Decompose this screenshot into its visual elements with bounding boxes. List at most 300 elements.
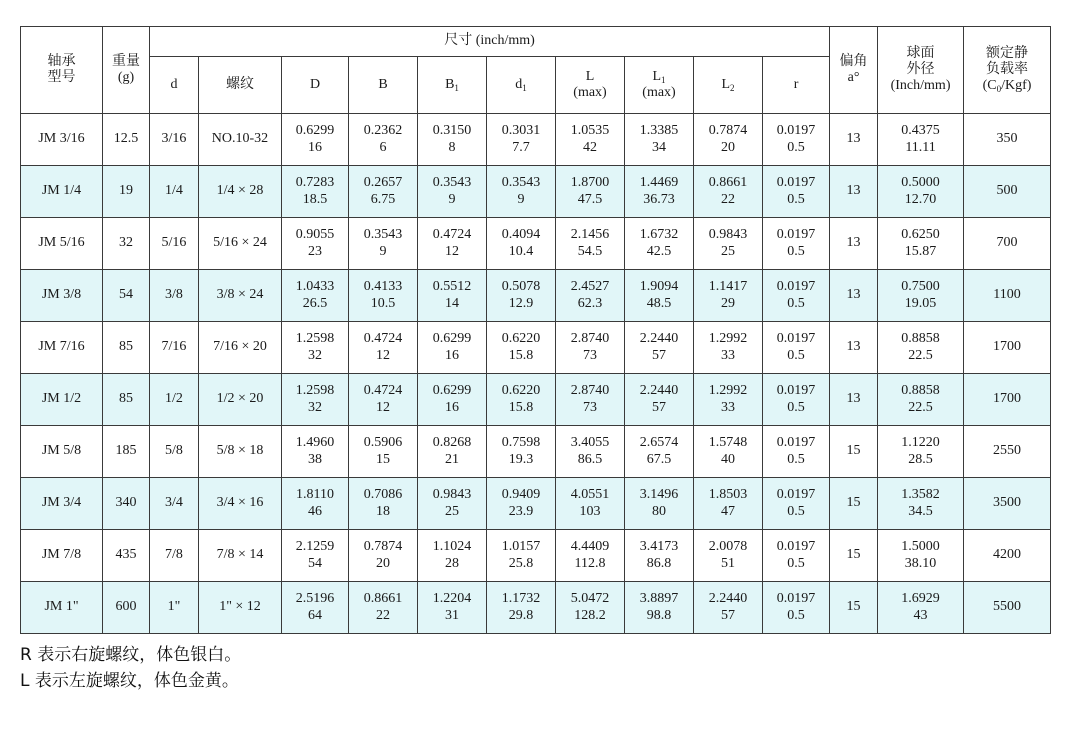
cell-static-load: 2550 xyxy=(964,426,1051,478)
cell-d-inch: 0.9055 xyxy=(295,227,335,243)
cell-angle: 13 xyxy=(830,374,878,426)
cell-l2-mm: 25 xyxy=(721,243,735,259)
cell-d1 xyxy=(487,114,556,166)
cell-b1-mm: 9 xyxy=(448,191,456,207)
cell-l-mm: 103 xyxy=(579,503,601,519)
cell-d1-inch: 1.1732 xyxy=(501,591,541,607)
cell-d1 xyxy=(487,374,556,426)
cell-r-inch: 0.0197 xyxy=(776,175,816,191)
cell-d xyxy=(282,478,349,530)
cell-d xyxy=(282,426,349,478)
cell-r-mm: 0.5 xyxy=(787,243,805,259)
table-row xyxy=(21,426,1051,478)
cell-r-mm: 0.5 xyxy=(787,347,805,363)
cell-b-mm: 22 xyxy=(376,607,390,623)
cell-b xyxy=(349,270,418,322)
cell-r xyxy=(763,322,830,374)
cell-d: 7/16 xyxy=(150,322,199,374)
cell-l xyxy=(556,166,625,218)
cell-l1-inch: 2.6574 xyxy=(639,435,679,451)
cell-d1 xyxy=(487,166,556,218)
cell-l xyxy=(556,374,625,426)
header-static-load xyxy=(964,27,1051,114)
table-row xyxy=(21,322,1051,374)
cell-d xyxy=(282,114,349,166)
cell-l1-inch: 1.3385 xyxy=(639,123,679,139)
cell-b1 xyxy=(418,166,487,218)
cell-r-inch: 0.0197 xyxy=(776,487,816,503)
cell-d1 xyxy=(487,322,556,374)
cell-angle: 13 xyxy=(830,218,878,270)
cell-b-inch: 0.2657 xyxy=(363,175,403,191)
cell-b1-mm: 12 xyxy=(445,243,459,259)
cell-d1 xyxy=(487,582,556,634)
cell-r-mm: 0.5 xyxy=(787,607,805,623)
cell-weight: 340 xyxy=(103,478,150,530)
cell-ball-od-inch: 1.1220 xyxy=(901,435,940,451)
cell-l-inch: 2.8740 xyxy=(570,331,610,347)
cell-d-inch: 1.2598 xyxy=(295,383,335,399)
cell-weight: 12.5 xyxy=(103,114,150,166)
cell-d-inch: 1.0433 xyxy=(295,279,335,295)
cell-d1-inch: 0.5078 xyxy=(501,279,541,295)
cell-ball-od-inch: 1.5000 xyxy=(901,539,940,555)
cell-l1-mm: 67.5 xyxy=(646,451,672,467)
cell-model: JM 3/16 xyxy=(21,114,103,166)
cell-l1-inch: 3.1496 xyxy=(639,487,679,503)
cell-ball-od xyxy=(878,530,964,582)
cell-r-mm: 0.5 xyxy=(787,399,805,415)
cell-b1 xyxy=(418,530,487,582)
cell-l2-mm: 33 xyxy=(721,399,735,415)
cell-r xyxy=(763,270,830,322)
cell-d-inch: 1.2598 xyxy=(295,331,335,347)
cell-d1-inch: 0.7598 xyxy=(501,435,541,451)
cell-ball-od-inch: 0.6250 xyxy=(901,227,940,243)
cell-d1-mm: 7.7 xyxy=(512,139,530,155)
cell-d1 xyxy=(487,426,556,478)
cell-b1 xyxy=(418,426,487,478)
cell-r-mm: 0.5 xyxy=(787,295,805,311)
cell-ball-od xyxy=(878,218,964,270)
cell-l1 xyxy=(625,270,694,322)
cell-d1-mm: 29.8 xyxy=(508,607,534,623)
cell-thread: 3/4 × 16 xyxy=(199,478,282,530)
cell-l1 xyxy=(625,374,694,426)
cell-b xyxy=(349,218,418,270)
cell-l-inch: 3.4055 xyxy=(570,435,610,451)
cell-d: 5/16 xyxy=(150,218,199,270)
cell-static-load: 350 xyxy=(964,114,1051,166)
cell-l1-inch: 2.2440 xyxy=(639,331,679,347)
cell-static-load: 500 xyxy=(964,166,1051,218)
cell-l2 xyxy=(694,218,763,270)
cell-l-inch: 4.0551 xyxy=(570,487,610,503)
cell-model: JM 1/2 xyxy=(21,374,103,426)
cell-thread: 5/16 × 24 xyxy=(199,218,282,270)
cell-angle: 13 xyxy=(830,270,878,322)
cell-d-mm: 32 xyxy=(308,399,322,415)
cell-l2 xyxy=(694,478,763,530)
cell-b-inch: 0.7874 xyxy=(363,539,403,555)
cell-l xyxy=(556,270,625,322)
cell-d-inch: 1.8110 xyxy=(296,487,334,503)
cell-static-load: 700 xyxy=(964,218,1051,270)
cell-b1-mm: 31 xyxy=(445,607,459,623)
cell-l1-mm: 48.5 xyxy=(646,295,672,311)
note-left-thread: L 表示左旋螺纹，体色金黄。 xyxy=(20,671,239,691)
cell-ball-od xyxy=(878,426,964,478)
cell-r-inch: 0.0197 xyxy=(776,591,816,607)
cell-thread: 1/2 × 20 xyxy=(199,374,282,426)
cell-l1 xyxy=(625,478,694,530)
cell-d-mm: 16 xyxy=(308,139,322,155)
cell-ball-od-inch: 0.8858 xyxy=(901,383,940,399)
cell-ball-od-mm: 34.5 xyxy=(908,503,933,519)
cell-ball-od-mm: 15.87 xyxy=(904,243,937,259)
table-row xyxy=(21,530,1051,582)
cell-b-inch: 0.4133 xyxy=(363,279,403,295)
cell-r-inch: 0.0197 xyxy=(776,383,816,399)
cell-b xyxy=(349,582,418,634)
cell-r xyxy=(763,582,830,634)
cell-r-inch: 0.0197 xyxy=(776,435,816,451)
cell-d: 3/4 xyxy=(150,478,199,530)
cell-r-mm: 0.5 xyxy=(787,191,805,207)
cell-b-mm: 15 xyxy=(376,451,390,467)
cell-l2-inch: 0.8661 xyxy=(708,175,748,191)
cell-l-mm: 54.5 xyxy=(577,243,603,259)
header-L: L (max) xyxy=(556,57,625,114)
cell-ball-od-inch: 0.4375 xyxy=(901,123,940,139)
cell-b1-inch: 0.6299 xyxy=(432,331,472,347)
header-static-load-label: 额定静 负载率 xyxy=(986,45,1029,77)
cell-b-inch: 0.4724 xyxy=(363,331,403,347)
cell-d1-inch: 1.0157 xyxy=(501,539,541,555)
cell-d1-inch: 0.4094 xyxy=(501,227,541,243)
cell-static-load: 5500 xyxy=(964,582,1051,634)
cell-d1-mm: 12.9 xyxy=(508,295,534,311)
cell-l2 xyxy=(694,322,763,374)
header-thread: 螺纹 xyxy=(199,57,282,114)
cell-l2-mm: 57 xyxy=(721,607,735,623)
cell-b1-inch: 1.2204 xyxy=(432,591,472,607)
header-ball-od: 球面 外径 (Inch/mm) xyxy=(878,27,964,114)
cell-ball-od-mm: 11.11 xyxy=(905,139,936,155)
cell-l-inch: 4.4409 xyxy=(570,539,610,555)
cell-l2 xyxy=(694,166,763,218)
cell-b1 xyxy=(418,270,487,322)
cell-l2-inch: 2.2440 xyxy=(708,591,748,607)
cell-d-mm: 64 xyxy=(308,607,322,623)
cell-d-inch: 0.7283 xyxy=(295,175,335,191)
cell-d1-inch: 0.3543 xyxy=(501,175,541,191)
cell-weight: 85 xyxy=(103,322,150,374)
cell-l-mm: 47.5 xyxy=(577,191,603,207)
cell-r xyxy=(763,114,830,166)
cell-l1-inch: 2.2440 xyxy=(639,383,679,399)
cell-d-inch: 2.5196 xyxy=(295,591,335,607)
cell-b1-mm: 28 xyxy=(445,555,459,571)
cell-model: JM 5/8 xyxy=(21,426,103,478)
cell-l2-mm: 47 xyxy=(721,503,735,519)
cell-b1 xyxy=(418,114,487,166)
cell-l1 xyxy=(625,530,694,582)
cell-weight: 54 xyxy=(103,270,150,322)
cell-l1 xyxy=(625,114,694,166)
cell-weight: 435 xyxy=(103,530,150,582)
cell-ball-od-mm: 12.70 xyxy=(904,191,937,207)
cell-b1-inch: 0.4724 xyxy=(432,227,472,243)
cell-b-mm: 20 xyxy=(376,555,390,571)
table-row xyxy=(21,166,1051,218)
cell-b-mm: 18 xyxy=(376,503,390,519)
cell-r-mm: 0.5 xyxy=(787,451,805,467)
cell-model: JM 7/16 xyxy=(21,322,103,374)
header-dimensions-group: 尺寸 (inch/mm) xyxy=(150,27,830,57)
table-row xyxy=(21,478,1051,530)
cell-d: 7/8 xyxy=(150,530,199,582)
cell-l2 xyxy=(694,374,763,426)
cell-d-mm: 23 xyxy=(308,243,322,259)
cell-d: 3/8 xyxy=(150,270,199,322)
cell-d1-mm: 25.8 xyxy=(508,555,534,571)
cell-b-inch: 0.8661 xyxy=(363,591,403,607)
header-B1: $B_1$ xyxy=(418,57,487,114)
cell-ball-od-inch: 1.6929 xyxy=(901,591,940,607)
cell-ball-od xyxy=(878,582,964,634)
cell-weight: 19 xyxy=(103,166,150,218)
cell-d1-mm: 19.3 xyxy=(508,451,534,467)
cell-d1 xyxy=(487,478,556,530)
cell-d: 3/16 xyxy=(150,114,199,166)
cell-l2-mm: 33 xyxy=(721,347,735,363)
cell-l1-mm: 80 xyxy=(652,503,666,519)
cell-l-mm: 73 xyxy=(583,399,597,415)
cell-l-inch: 1.0535 xyxy=(570,123,610,139)
cell-r xyxy=(763,530,830,582)
header-angle: 偏角 a° xyxy=(830,27,878,114)
cell-d1-mm: 15.8 xyxy=(508,399,534,415)
cell-l2-mm: 20 xyxy=(721,139,735,155)
cell-l1-inch: 3.8897 xyxy=(639,591,679,607)
cell-r xyxy=(763,478,830,530)
cell-ball-od-mm: 28.5 xyxy=(908,451,933,467)
cell-d-mm: 38 xyxy=(308,451,322,467)
cell-l1 xyxy=(625,322,694,374)
cell-l-mm: 42 xyxy=(583,139,597,155)
cell-angle: 13 xyxy=(830,322,878,374)
cell-thread: 7/16 × 20 xyxy=(199,322,282,374)
cell-model: JM 1/4 xyxy=(21,166,103,218)
cell-l-mm: 112.8 xyxy=(574,555,606,571)
cell-b-inch: 0.4724 xyxy=(363,383,403,399)
cell-b1-mm: 14 xyxy=(445,295,459,311)
header-model: 轴承 型号 xyxy=(21,27,103,114)
cell-model: JM 1" xyxy=(21,582,103,634)
cell-b1 xyxy=(418,218,487,270)
cell-l-inch: 2.8740 xyxy=(570,383,610,399)
cell-model: JM 3/8 xyxy=(21,270,103,322)
cell-ball-od-mm: 22.5 xyxy=(908,347,933,363)
cell-angle: 13 xyxy=(830,114,878,166)
cell-l2-inch: 2.0078 xyxy=(708,539,748,555)
cell-ball-od-mm: 19.05 xyxy=(904,295,937,311)
cell-b1-mm: 8 xyxy=(448,139,456,155)
cell-ball-od-inch: 1.3582 xyxy=(901,487,940,503)
cell-b1-inch: 0.5512 xyxy=(432,279,472,295)
cell-l1-inch: 3.4173 xyxy=(639,539,679,555)
cell-b1-inch: 0.6299 xyxy=(432,383,472,399)
cell-d1-mm: 23.9 xyxy=(508,503,534,519)
cell-r xyxy=(763,374,830,426)
cell-d1 xyxy=(487,218,556,270)
cell-static-load: 1700 xyxy=(964,374,1051,426)
cell-r-mm: 0.5 xyxy=(787,139,805,155)
cell-d xyxy=(282,374,349,426)
notes xyxy=(20,642,241,694)
cell-l-inch: 1.8700 xyxy=(570,175,610,191)
cell-d-mm: 32 xyxy=(308,347,322,363)
cell-l2-inch: 1.1417 xyxy=(708,279,748,295)
cell-l-mm: 86.5 xyxy=(577,451,603,467)
cell-r xyxy=(763,218,830,270)
cell-l2 xyxy=(694,270,763,322)
cell-b1-inch: 0.8268 xyxy=(432,435,472,451)
cell-weight: 600 xyxy=(103,582,150,634)
cell-r xyxy=(763,426,830,478)
cell-l1 xyxy=(625,218,694,270)
cell-b-mm: 12 xyxy=(376,399,390,415)
cell-l-inch: 2.1456 xyxy=(570,227,610,243)
cell-weight: 85 xyxy=(103,374,150,426)
header-L1: $L_1$ (max) xyxy=(625,57,694,114)
cell-l1 xyxy=(625,582,694,634)
cell-l2-mm: 22 xyxy=(721,191,735,207)
cell-d1-mm: 10.4 xyxy=(508,243,534,259)
cell-ball-od xyxy=(878,374,964,426)
cell-l1-mm: 57 xyxy=(652,399,666,415)
cell-b-inch: 0.5906 xyxy=(363,435,403,451)
note-right-thread: R 表示右旋螺纹，体色银白。 xyxy=(20,645,242,665)
header-B: B xyxy=(349,57,418,114)
cell-d-mm: 26.5 xyxy=(302,295,328,311)
cell-l2 xyxy=(694,530,763,582)
cell-b1-mm: 25 xyxy=(445,503,459,519)
cell-l xyxy=(556,322,625,374)
cell-l2-inch: 0.9843 xyxy=(708,227,748,243)
cell-b-mm: 10.5 xyxy=(370,295,396,311)
cell-r-inch: 0.0197 xyxy=(776,123,816,139)
cell-b-inch: 0.3543 xyxy=(363,227,403,243)
cell-static-load: 3500 xyxy=(964,478,1051,530)
cell-ball-od-inch: 0.5000 xyxy=(901,175,940,191)
cell-l1 xyxy=(625,426,694,478)
cell-angle: 15 xyxy=(830,582,878,634)
cell-l2-inch: 1.8503 xyxy=(708,487,748,503)
table-row xyxy=(21,374,1051,426)
cell-b1-inch: 0.3543 xyxy=(432,175,472,191)
cell-l2-inch: 1.2992 xyxy=(708,383,748,399)
cell-b xyxy=(349,426,418,478)
cell-ball-od xyxy=(878,270,964,322)
cell-ball-od-inch: 0.7500 xyxy=(901,279,940,295)
cell-d: 1/2 xyxy=(150,374,199,426)
table-body xyxy=(21,114,1051,634)
cell-l1-inch: 1.9094 xyxy=(639,279,679,295)
cell-l1-inch: 1.4469 xyxy=(639,175,679,191)
cell-d1-inch: 0.9409 xyxy=(501,487,541,503)
cell-l xyxy=(556,114,625,166)
cell-l-inch: 2.4527 xyxy=(570,279,610,295)
cell-l1-mm: 36.73 xyxy=(643,191,675,207)
cell-d1-mm: 15.8 xyxy=(508,347,534,363)
bearing-spec-table xyxy=(20,26,1051,634)
cell-b1-inch: 0.3150 xyxy=(432,123,472,139)
cell-static-load: 1700 xyxy=(964,322,1051,374)
cell-d-mm: 18.5 xyxy=(302,191,328,207)
cell-b xyxy=(349,322,418,374)
header-d1: $d_1$ xyxy=(487,57,556,114)
cell-thread: 1/4 × 28 xyxy=(199,166,282,218)
cell-l xyxy=(556,218,625,270)
cell-static-load: 4200 xyxy=(964,530,1051,582)
cell-ball-od-mm: 38.10 xyxy=(904,555,937,571)
cell-l xyxy=(556,478,625,530)
cell-r-inch: 0.0197 xyxy=(776,279,816,295)
cell-b xyxy=(349,114,418,166)
cell-d xyxy=(282,530,349,582)
table-row xyxy=(21,582,1051,634)
cell-d1-inch: 0.6220 xyxy=(501,383,541,399)
cell-l1-inch: 1.6732 xyxy=(639,227,679,243)
cell-b1-mm: 16 xyxy=(445,347,459,363)
cell-l2 xyxy=(694,114,763,166)
cell-b-mm: 9 xyxy=(379,243,387,259)
cell-angle: 15 xyxy=(830,478,878,530)
cell-l2-mm: 29 xyxy=(721,295,735,311)
table-row xyxy=(21,270,1051,322)
cell-d: 5/8 xyxy=(150,426,199,478)
cell-l2 xyxy=(694,582,763,634)
cell-static-load: 1100 xyxy=(964,270,1051,322)
cell-l1-mm: 86.8 xyxy=(646,555,672,571)
cell-d-inch: 2.1259 xyxy=(295,539,335,555)
cell-b-inch: 0.7086 xyxy=(363,487,403,503)
cell-l2 xyxy=(694,426,763,478)
cell-b xyxy=(349,166,418,218)
cell-l2-mm: 51 xyxy=(721,555,735,571)
cell-d-mm: 54 xyxy=(308,555,322,571)
cell-ball-od xyxy=(878,322,964,374)
cell-b1 xyxy=(418,322,487,374)
cell-l-inch: 5.0472 xyxy=(570,591,610,607)
cell-l1-mm: 98.8 xyxy=(646,607,672,623)
cell-l1-mm: 57 xyxy=(652,347,666,363)
cell-ball-od-mm: 43 xyxy=(913,607,928,623)
cell-r xyxy=(763,166,830,218)
cell-b1 xyxy=(418,582,487,634)
cell-b xyxy=(349,374,418,426)
cell-d xyxy=(282,270,349,322)
cell-d xyxy=(282,218,349,270)
cell-d1 xyxy=(487,530,556,582)
cell-b-inch: 0.2362 xyxy=(363,123,403,139)
cell-l-mm: 62.3 xyxy=(577,295,603,311)
cell-l xyxy=(556,426,625,478)
header-d: d xyxy=(150,57,199,114)
cell-b-mm: 6 xyxy=(379,139,387,155)
